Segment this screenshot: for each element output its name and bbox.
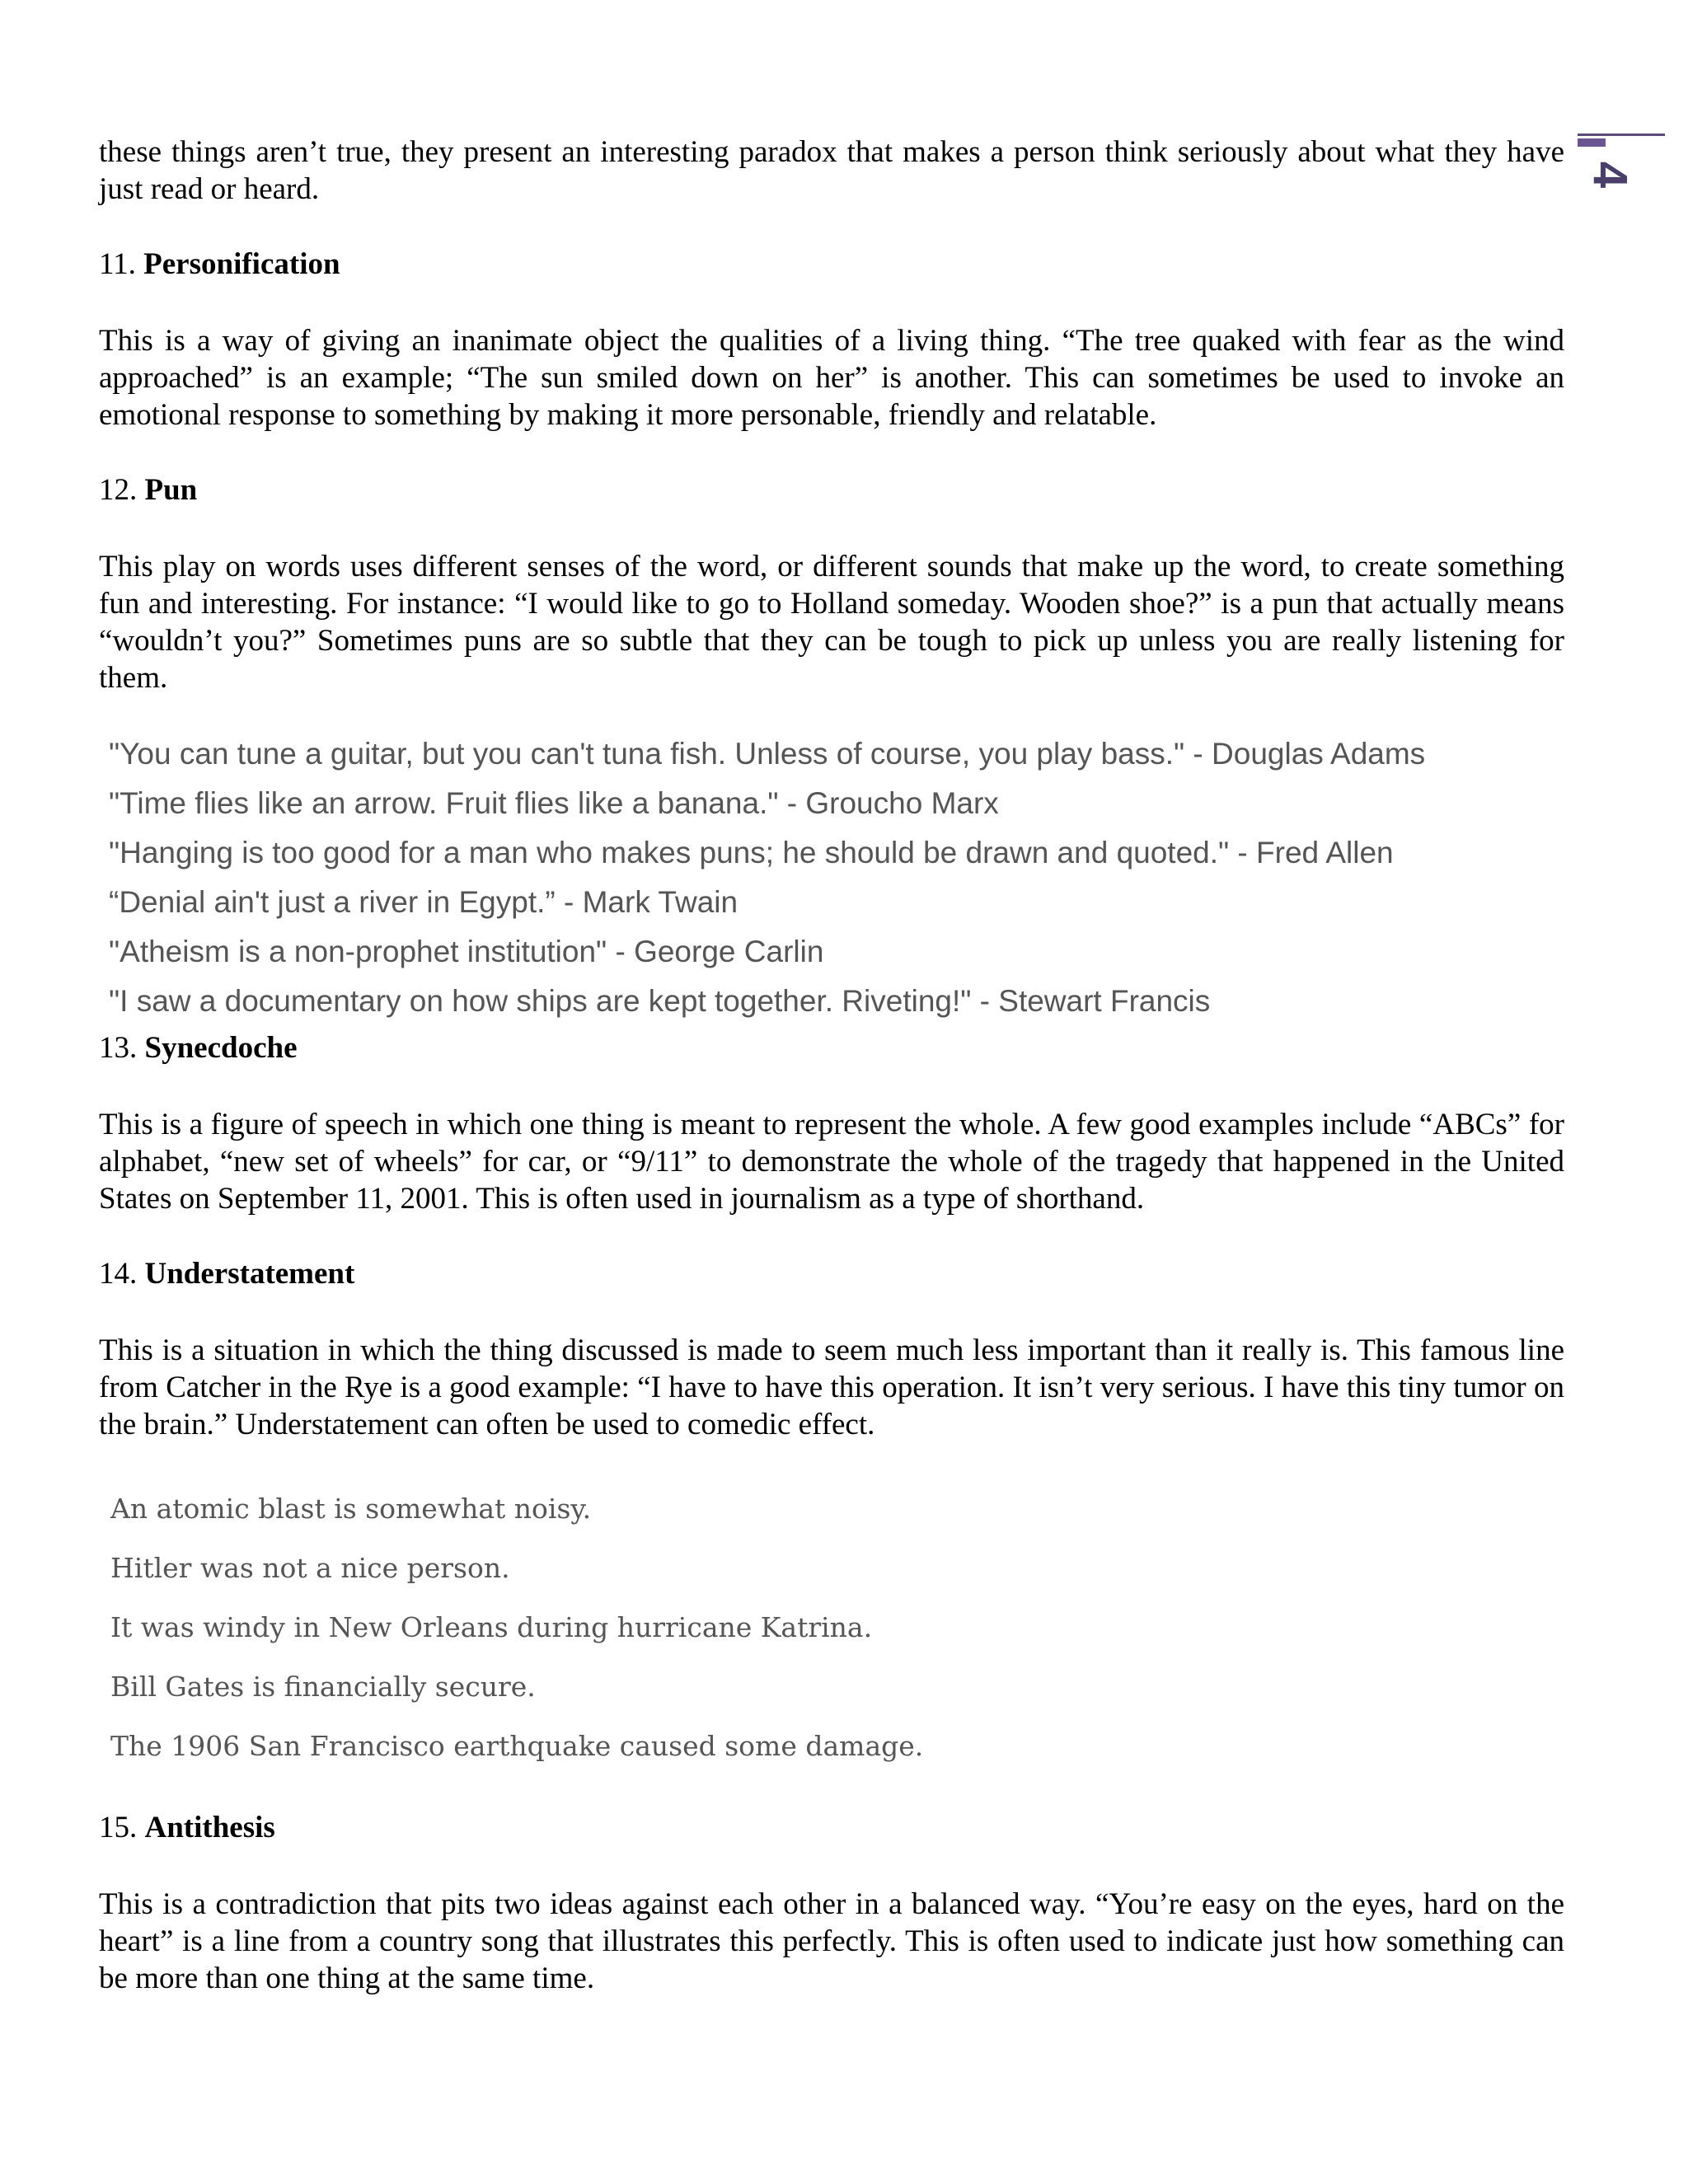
pun-quotes-image [109,729,1510,1026]
heading-number: 13. [99,1031,138,1065]
paragraph-synecdoche: This is a figure of speech in which one thing is meant to represent the whole. A few good examples include “ABCs” for alphabet, “new set of wheels” for car, or “9/11” to demonstrate the whole of the tragedy that happened in the United States on September 11, 2001. This is often used in journalism as a type of shorthand. [99,1108,1564,1216]
heading-title: Antithesis [144,1811,275,1844]
pun-quote: "Hanging is too good for a man who makes puns; he should be drawn and quoted." - Fred Allen [109,836,1394,869]
page-tab-rule [1578,134,1665,136]
understatement-example: The 1906 San Francisco earthquake caused some damage. [110,1730,924,1762]
paragraph-personification: This is a way of giving an inanimate object the qualities of a living thing. “The tree quaked with fear as the wind approached” is an example; “The sun smiled down on her” is another. This can sometimes be used to invoke an emotional response to something by making it more personable, friendly and relatable. [99,324,1564,432]
pun-quote: "Atheism is a non-prophet institution" - George Carlin [109,935,824,968]
understatement-example: It was windy in New Orleans during hurricane Katrina. [110,1611,873,1643]
pun-quote: "You can tune a guitar, but you can't tuna fish. Unless of course, you play bass." - Douglas Adams [109,737,1426,771]
page-number: 4 [1583,161,1637,189]
paragraph-pun: This play on words uses different senses of the word, or different sounds that make up the word, to create something fun and interesting. For instance: “I would like to go to Holland someday. Wooden shoe?” is a pun that actually means “wouldn’t you?” Sometimes puns are so subtle that they can be tough to pick up unless you are really listening for them. [99,550,1564,695]
understatement-examples-image [110,1479,1017,1776]
pun-quote: "I saw a documentary on how ships are kept together. Riveting!" - Stewart Francis [109,984,1211,1018]
understatement-example: Bill Gates is financially secure. [110,1671,536,1703]
heading-title: Pun [144,473,198,507]
paragraph-antithesis: This is a contradiction that pits two ideas against each other in a balanced way. “You’re easy on the eyes, hard on the heart” is a line from a country song that illustrates this perfectly. This is often used to indicate just how something can be more than one thing at the same time. [99,1887,1564,1995]
heading-title: Understatement [144,1257,355,1291]
understatement-example: Hitler was not a nice person. [110,1552,510,1584]
heading-pun [99,471,1564,509]
heading-understatement [99,1255,1564,1292]
heading-antithesis [99,1809,1564,1846]
intro-paragraph: these things aren’t true, they present an interesting paradox that makes a person think seriously about what they have just read or heard. [99,135,1564,206]
heading-number: 14. [99,1257,138,1291]
heading-synecdoche [99,1029,1564,1066]
pun-quote: “Denial ain't just a river in Egypt.” - Mark Twain [109,885,738,919]
heading-number: 15. [99,1811,138,1844]
pun-quote: "Time flies like an arrow. Fruit flies like a banana." - Groucho Marx [109,786,999,820]
heading-number: 11. [99,247,136,281]
heading-number: 12. [99,473,138,507]
understatement-example: An atomic blast is somewhat noisy. [110,1493,592,1525]
heading-personification [99,246,1564,283]
heading-title: Personification [143,247,340,281]
heading-title: Synecdoche [144,1031,298,1065]
page-number-tab [1578,134,1668,208]
paragraph-understatement: This is a situation in which the thing discussed is made to seem much less important than it really is. This famous line from Catcher in the Rye is a good example: “I have to have this operation. It isn’t very serious. I have this tiny tumor on the brain.” Understatement can often be used to comedic effect. [99,1333,1564,1441]
document-page [99,134,1564,1997]
